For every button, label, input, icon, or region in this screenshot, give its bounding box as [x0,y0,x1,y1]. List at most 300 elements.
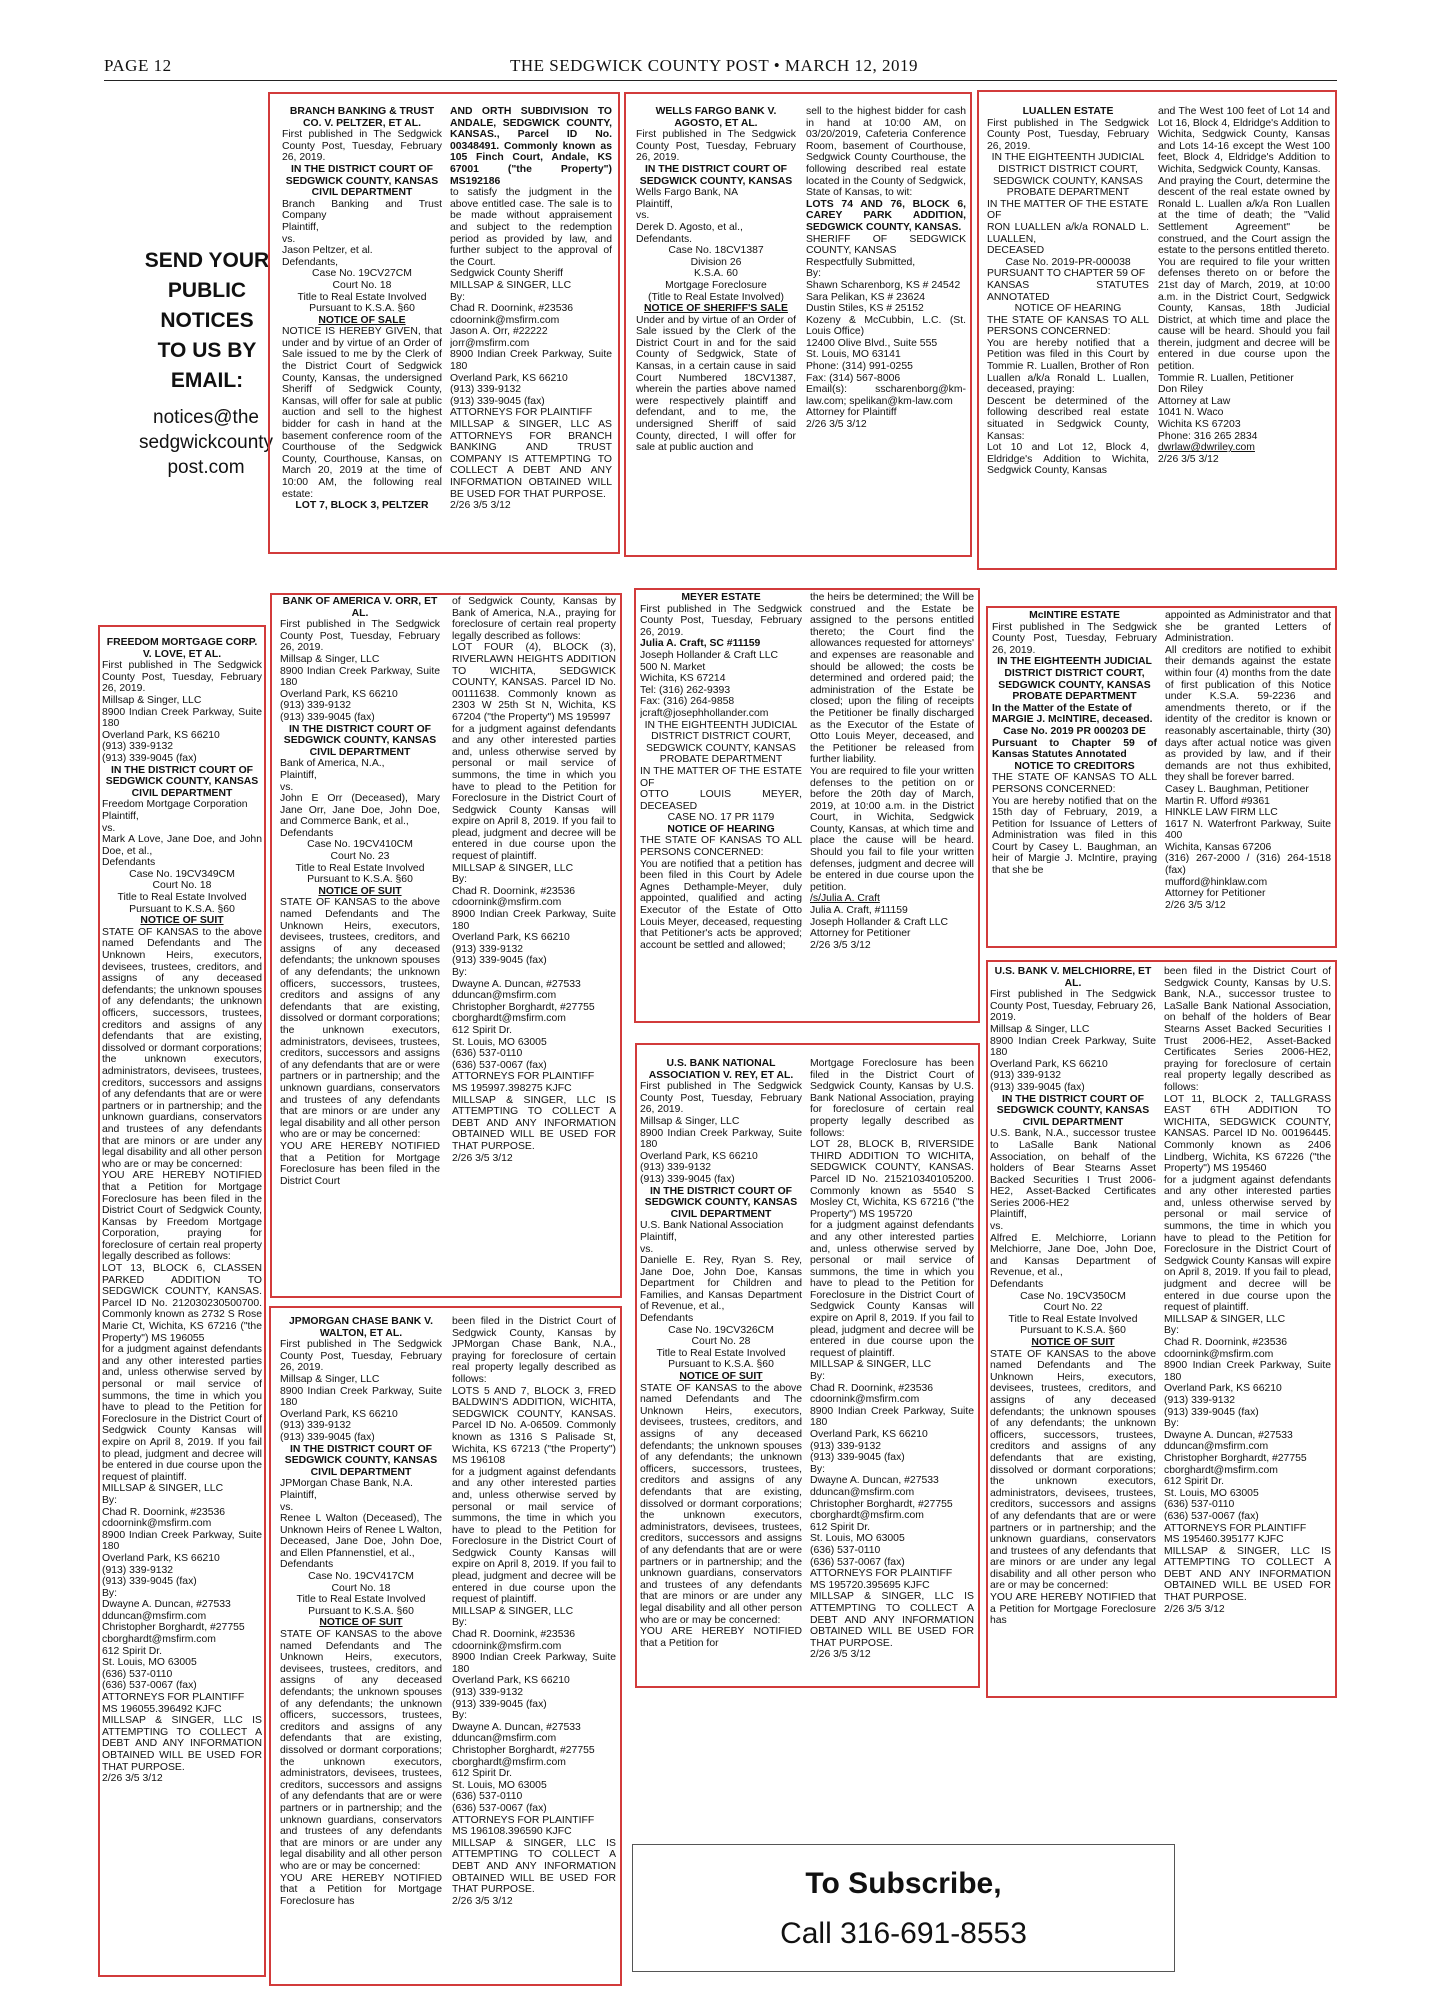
notice-text: Pursuant to Chapter 59 of Kansas Statutes Annotated [992,737,1157,761]
notice-text: DECEASED [987,245,1045,257]
branch-col-a [282,106,442,550]
notice-text: Overland Park, KS 66210 [1164,1383,1282,1395]
notice-text: YOU ARE HEREBY NOTIFIED that a Petition for Mortgage Foreclosure has been filed in the District Court [280,1140,440,1187]
notice-text: 500 N. Market [640,661,706,673]
notice-text: (913) 339-9045 (fax) [450,395,545,407]
notice-text: dduncan@msfirm.com [452,990,557,1002]
notice-text: cborghardt@msfirm.com [1164,1464,1278,1476]
notice-text: Defendants [990,1279,1044,1291]
notice-text: CIVIL DEPARTMENT [309,746,411,758]
notice-text: 8900 Indian Creek Parkway, Suite 180 [102,706,262,730]
notice-text: NOTICE OF SHERIFF'S SALE [644,303,788,315]
notice-text: LOT 28, BLOCK B, RIVERSIDE THIRD ADDITION TO WICHITA, SEDGWICK COUNTY, KANSAS. Parcel ID No. 215210340105200. Commonly known as 5540 S Mosley Ct, Wichita, KS 67216 ("the Property") MS 195720 [810,1139,974,1220]
notice-text: Case No. 2019 PR 000203 DE [1003,725,1146,737]
notice-text: Sedgwick County Sheriff [450,268,564,280]
notice-text: /s/Julia A. Craft [810,893,880,905]
notice-text: (913) 339-9045 (fax) [102,1576,197,1588]
luallen-col-b [1158,106,1330,564]
notice-text: Chad R. Doornink, #23536 [452,885,576,897]
notice-text: Pursuant to K.S.A. §60 [308,1605,414,1617]
notice-text: (913) 339-9045 (fax) [640,1173,735,1185]
wells-col-a [636,106,796,552]
notice-text: CIVIL DEPARTMENT [131,787,233,799]
boa-col-b [452,596,616,1292]
notice-text: of Sedgwick County, Kansas by Bank of America, N.A., praying for foreclosure of certain real property legally described as follows: [452,596,616,642]
notice-text: Pursuant to K.S.A. §60 [129,903,235,915]
notice-text: JPMORGAN CHASE BANK V. WALTON, ET AL. [289,1316,433,1339]
notice-text: LOT FOUR (4), BLOCK (3), RIVERLAWN HEIGHTS ADDITION TO WICHITA, SEDGWICK COUNTY, KANSAS. Parcel ID No. 00111638. Commonly known as 2303 W 25th St N, Wichita, KS 67204 ("the Property") MS 195997 [452,642,616,723]
notice-text: Descent be determined of the following described real estate situated in Sedgwick County, Kansas: [987,395,1149,442]
notice-text: Case No. 19CV350CM [1020,1290,1126,1302]
notice-text: Wells Fargo Bank, NA [636,187,739,199]
notice-text: 8900 Indian Creek Parkway, Suite 180 [810,1405,974,1429]
notice-text: Plaintiff, [280,769,317,781]
notice-text: THE STATE OF KANSAS TO ALL PERSONS CONCERNED: [640,835,802,859]
notice-text: Joseph Hollander & Craft LLC [810,916,949,928]
notice-text: You are hereby notified that on the 15th day of February, 2019, a Petition for Issuance of Letters of Administration was filed in this Court by Casey L. Baughman, an heir of Margie J. McIntire, praying that she be [992,795,1157,877]
notice-text: Tommie R. Luallen, Petitioner [1158,372,1294,384]
notice-text: MILLSAP & SINGER, LLC IS ATTEMPTING TO COLLECT A DEBT AND ANY INFORMATION OBTAINED WILL BE USED FOR THAT PURPOSE. [102,1715,262,1773]
notice-text: Overland Park, KS 66210 [640,1150,758,1162]
notice-text: THE STATE OF KANSAS TO ALL PERSONS CONCERNED: [987,314,1149,338]
notice-text: Respectfully Submitted, [806,256,916,268]
notice-text: cdoornink@msfirm.com [450,314,560,326]
notice-text: 8900 Indian Creek Parkway, Suite 180 [280,665,440,689]
notice-text: LOT 7, BLOCK 3, PELTZER [295,500,429,512]
notice-text: 1617 N. Waterfront Parkway, Suite 400 [1165,818,1331,842]
promo-line: TO US BY [157,339,257,362]
notice-text: Phone: (314) 991-0255 [806,361,913,373]
notice-text: vs. [282,233,296,245]
notice-text: By: [102,1494,118,1506]
jpm-col-a [280,1316,442,1980]
notice-text: BRANCH BANKING & TRUST CO. V. PELTZER, ET AL. [289,106,435,129]
notice-text: Plaintiff, [102,810,139,822]
notice-text: Title to Real Estate Involved [296,1594,426,1606]
promo-line: PUBLIC [167,279,247,302]
notice-text: NOTICE OF SUIT [319,1617,403,1629]
notice-text: for a judgment against defendants and any other interested parties and, unless otherwise served by personal or mail service of summons, the time in which you have to plead to the Petition for Foreclosure in the District Court of Sedgwick County Kansas will expire on April 8, 2019. If you fail to plead, judgment and decree will be entered in due course upon the request of plaintiff. [810,1220,974,1359]
notice-text: (913) 339-9132 [280,700,352,712]
notice-text: (913) 339-9045 (fax) [102,752,197,764]
notice-text: Under and by virtue of an Order of Sale issued by the Clerk of the District Court in and for the said County of Sedgwick, State of Kansas, in a certain cause in said Court Numbered 18CV1387, wherein the parties above named were respectively plaintiff and defendant, and to me, the undersigned Sheriff of said County, directed, I will offer for sale at public auction and [636,314,796,454]
notice-text: MILLSAP & SINGER, LLC IS ATTEMPTING TO COLLECT A DEBT AND ANY INFORMATION OBTAINED WILL BE USED FOR THAT PURPOSE. [452,1837,616,1896]
notice-text: vs. [990,1221,1004,1233]
notice-text: Attorney for Petitioner [1165,888,1266,900]
email-line: post.com [167,457,245,478]
notice-text: Don Riley [1158,384,1204,396]
notice-text: PROBATE DEPARTMENT [1006,187,1130,199]
notice-text: Case No. 18CV1387 [668,245,764,257]
subscribe-title: To Subscribe, [805,1867,1002,1900]
notice-text: NOTICE OF SUIT [679,1371,763,1383]
notice-text: U.S. Bank, N.A., successor trustee to LaSalle Bank National Association, on behalf of the holders of Bear Stearns Asset Backed Securities I Trust 2006-HE2, Asset-Backed Certificates Series 2006-HE2 [990,1128,1156,1209]
notice-text: You are required to file your written defenses thereto on or before the 21st day of March, 2019, at 10:00 a.m. in the District Court, Sedgwick County, Kansas, 18th Judicial District, at which time and place the cause will be heard. Should you fail therein, judgment and decree will be entered in due course upon the petition. [1158,256,1330,373]
notice-text: MARGIE J. McINTIRE, deceased. [992,714,1153,726]
notice-text: ATTORNEYS FOR PLAINTIFF [450,407,593,419]
notice-text: (913) 339-9132 [280,1420,352,1432]
notice-text: (636) 537-0110 [102,1668,173,1680]
notice-text: Court No. 18 [331,1582,391,1594]
notice-text: (913) 339-9045 (fax) [452,955,547,967]
notice-text: NOTICE OF SUIT [1031,1337,1115,1348]
notice-text: MILLSAP & SINGER, LLC [452,1605,574,1617]
notice-text: cdoornink@msfirm.com [810,1394,920,1406]
notice-text: Case No. 19CV27CM [312,268,412,280]
notice-text: Freedom Mortgage Corporation [102,799,248,811]
notice-text: MS 195720.395695 KJFC [810,1579,930,1591]
notice-text: Defendants, [282,256,339,268]
notice-text: Renee L Walton (Deceased), The Unknown Heirs of Renee L Walton, Deceased, Jane Doe, John Doe, and Ellen Pfannenstiel, et al., [280,1513,442,1559]
notice-text: IN THE DISTRICT COURT OF SEDGWICK COUNTY, KANSAS [283,723,437,747]
notice-text: (913) 339-9132 [1164,1394,1236,1406]
notice-text: STATE OF KANSAS to the above named Defendants and The Unknown Heirs, executors, devisees, trustees, creditors, and assigns of any deceased defendants; the unknown spouses of any defendants; the unknown officers, successors, trustees, creditors and assigns of any defendants that are existing, dissolved or dormant corporations; the unknown executors, administrators, devisees, trustees, creditors, successors and assigns of any defendants that are or were partners or in partnership; and the unknown guardians, conservators and trustees of any defendants that are minors or are under any legal disability and all other person who are or may be concerned: [640,1382,802,1626]
email-line: notices@the [153,407,259,428]
notice-text: Title to Real Estate Involved [297,291,427,303]
notice-text: By: [810,1371,826,1383]
notice-text: (913) 339-9132 [450,384,522,396]
wells-col-b [806,106,966,552]
notice-text: (913) 339-9132 [102,741,174,753]
notice-text: St. Louis, MO 63005 [452,1779,547,1791]
luallen-col-a [987,106,1149,564]
notice-text: YOU ARE HEREBY NOTIFIED that a Petition for Mortgage Foreclosure has been filed in the District Court of Sedgwick County, Kansas by Freedom Mortgage Corporation, praying for foreclosure of certain real property legally described as follows: [102,1170,262,1263]
notice-text: 2/26 3/5 3/12 [810,939,871,951]
notice-text: Plaintiff, [990,1209,1027,1221]
notice-text: By: [452,874,468,886]
notice-text: Millsap & Singer, LLC [102,694,202,706]
notice-text: (636) 537-0067 (fax) [810,1556,905,1568]
notice-text: Mortgage Foreclosure has been filed in the District Court of Sedgwick County, Kansas by U.S. Bank National Association, praying for foreclosure of certain real property legally described as follows: [810,1058,974,1139]
notice-text: jorr@msfirm.com [450,337,530,349]
promo-line: NOTICES [160,309,254,332]
notice-text: CASE NO. 17 PR 1179 [667,812,775,824]
promo-line: SEND YOUR [144,249,270,272]
notice-text: Overland Park, KS 66210 [990,1058,1108,1070]
notice-text: NOTICE OF HEARING [1014,303,1122,315]
boa-col-a [280,596,440,1292]
notice-text: PROBATE DEPARTMENT [659,754,783,766]
notice-text: Pursuant to K.S.A. §60 [307,874,413,886]
mcintire-col-b [1165,610,1331,942]
notice-text: You are hereby notified that a Petition was filed in this Court by Tommie R. Luallen, Brother of Ron Luallen a/k/a Ronald L. Luallen, deceased, praying: [987,337,1149,396]
notice-text: Bank of America, N.A., [280,758,385,770]
notice-text: Jason Peltzer, et al. [282,245,373,257]
notice-text: MS 195997.398275 KJFC [452,1082,572,1094]
notice-text: 1041 N. Waco [1158,407,1224,419]
notice-text: St. Louis, MO 63005 [810,1533,905,1545]
notice-text: Sara Pelikan, KS # 23624 [806,291,925,303]
notice-text: THE STATE OF KANSAS TO ALL PERSONS CONCERNED: [992,772,1157,795]
notice-text: K.S.A. 60 [694,268,738,280]
subscribe-phone[interactable]: Call 316-691-8553 [780,1917,1027,1950]
notice-text: MILLSAP & SINGER, LLC [810,1359,932,1371]
notice-text: dwrlaw@dwriley.com [1158,442,1255,454]
notice-text: IN THE MATTER OF THE ESTATE OF [640,765,802,789]
notice-text: Wichita, Kansas 67206 [1165,841,1272,853]
notice-text: Dwayne A. Duncan, #27533 [1164,1429,1293,1441]
notice-text: Kozeny & McCubbin, L.C. (St. Louis Office) [806,314,966,338]
notice-text: sell to the highest bidder for cash in hand at 10:00 AM, on 03/20/2019, Cafeteria Conference Room, basement of Courthouse, Sedgwick County Courthouse, the following described real estate located in the County of Sedgwick, State of Kansas, to wit: [806,106,966,199]
notice-text: (913) 339-9045 (fax) [280,711,375,723]
notice-text: (913) 339-9045 (fax) [990,1081,1085,1093]
notice-text: PURSUANT TO CHAPTER 59 OF [987,268,1146,280]
notice-text: Christopher Borghardt, #27755 [1164,1452,1307,1464]
notice-text: MILLSAP & SINGER, LLC [450,279,572,291]
notice-text: By: [452,967,468,978]
notice-text: (913) 339-9132 [640,1162,712,1174]
meyer-col-b [810,592,974,1018]
notice-text: St. Louis, MO 63005 [452,1036,547,1048]
notice-text: CIVIL DEPARTMENT [1022,1116,1124,1128]
notice-text: Danielle E. Rey, Ryan S. Rey, Jane Doe, John Doe, Kansas Department for Children and Families, and Kansas Department of Revenue, et al., [640,1255,802,1313]
notice-text: (636) 537-0110 [1164,1499,1235,1511]
notice-text: CIVIL DEPARTMENT [311,187,413,199]
jpm-col-b [452,1316,616,1980]
notice-text: NOTICE IS HEREBY GIVEN, that under and by virtue of an Order of Sale issued to me by the Clerk of the District Court of Sedgwick County, Kansas, the undersigned Sheriff of Sedgwick County, Kansas, will offer for sale at public auction and sell to the highest bidder for cash in hand at the basement conference room of the Courthouse of the Sedgwick County, Courthouse, Kansas, on March 20, 2019 at the time of 10:00 AM, the following real estate: [282,326,442,500]
notice-text: FREEDOM MORTGAGE CORP. V. LOVE, ET AL. [106,637,258,660]
notice-text: MILLSAP & SINGER, LLC IS ATTEMPTING TO COLLECT A DEBT AND ANY INFORMATION OBTAINED WILL BE USED FOR THAT PURPOSE. [810,1591,974,1649]
notice-text: Division 26 [690,256,742,268]
notice-text: YOU ARE HEREBY NOTIFIED that a Petition for Mortgage Foreclosure has [990,1592,1156,1627]
notice-text: Chad R. Doornink, #23536 [450,303,574,315]
notice-text: Overland Park, KS 66210 [452,1675,570,1687]
notice-text: MILLSAP & SINGER, LLC IS ATTEMPTING TO COLLECT A DEBT AND ANY INFORMATION OBTAINED WILL BE USED FOR THAT PURPOSE. [1164,1545,1331,1604]
notice-text: Julia A. Craft, #11159 [810,905,908,917]
notice-text: IN THE EIGHTEENTH JUDICIAL DISTRICT DISTRICT COURT, SEDGWICK COUNTY, KANSAS [997,656,1152,691]
notice-text: Overland Park, KS 66210 [280,688,398,700]
notice-text: (913) 339-9045 (fax) [452,1698,547,1710]
notice-text: 2/26 3/5 3/12 [810,1649,871,1661]
notice-text: First published in The Sedgwick County Post, Tuesday, February 26, 2019. [102,660,262,695]
notice-text: By: [102,1587,118,1599]
notice-text: CIVIL DEPARTMENT [670,1208,772,1220]
notice-text: 8900 Indian Creek Parkway, Suite 180 [450,349,612,373]
notice-text: Dwayne A. Duncan, #27533 [810,1475,939,1487]
notice-text: Joseph Hollander & Craft LLC [640,649,779,661]
notice-text: Jason A. Orr, #22222 [450,326,548,338]
notice-text: (913) 339-9132 [452,943,524,955]
notice-text: vs. [636,210,650,222]
notice-text: (913) 339-9045 (fax) [1164,1406,1259,1418]
notice-text: cborghardt@msfirm.com [102,1634,216,1646]
notice-text: for a judgment against defendants and any other interested parties and, unless otherwise served by personal or mail service of summons, the time in which you have to plead to the Petition for Foreclosure in the District Court of Sedgwick County Kansas will expire on April 8, 2019. If you fail to plead, judgment and decree will be entered in due course upon the request of plaintiff. [1164,1174,1331,1314]
notice-text: Chad R. Doornink, #23536 [1164,1337,1288,1348]
notice-text: MS 196055.396492 KJFC [102,1703,222,1715]
notice-text: dduncan@msfirm.com [452,1733,557,1745]
notice-text: First published in The Sedgwick County Post, Tuesday, February 26, 2019. [640,603,802,638]
notice-text: Derek D. Agosto, et al., [636,221,743,233]
notice-text: vs. [280,1501,294,1513]
notice-text: IN THE DISTRICT COURT OF SEDGWICK COUNTY, KANSAS [284,1443,438,1467]
notice-text: cborghardt@msfirm.com [810,1510,924,1522]
notice-text: NOTICE OF SUIT [140,915,224,927]
notice-text: IN THE DISTRICT COURT OF SEDGWICK COUNTY, KANSAS [639,163,793,187]
notice-text: NOTICE OF SUIT [318,885,402,897]
notice-text: Court No. 22 [1043,1302,1103,1314]
notice-text: Overland Park, KS 66210 [450,372,568,384]
notice-text: Casey L. Baughman, Petitioner [1165,783,1309,795]
notice-text: 8900 Indian Creek Parkway, Suite 180 [640,1127,802,1151]
notice-text: Mark A Love, Jane Doe, and John Doe, et al., [102,834,262,857]
notice-text: SHERIFF OF SEDGWICK COUNTY, KANSAS [806,233,966,257]
notice-text: 2/26 3/5 3/12 [806,419,867,431]
notice-text: Court No. 23 [330,851,390,863]
notice-text: 2/26 3/5 3/12 [102,1773,163,1785]
notice-text: STATE OF KANSAS to the above named Defendants and The Unknown Heirs, executors, devisees, trustees, creditors, and assigns of any deceased defendants; the unknown spouses of any defendants; the unknown officers, successors, trustees, creditors and assigns of any defendants that are existing, dissolved or dormant corporations; the unknown executors, administrators, devisees, trustees, creditors, successors and assigns of any defendants that are or were partners or in partnership; and the unknown guardians, conservators and trustees of any defendants that are minors or are under any legal disability and all other person who are or may be concerned: [280,1629,442,1872]
notice-text: the heirs be determined; the Will be construed and the Estate be assigned to the persons entitled thereto; the Court find the allowances requested for attorneys' and expenses are reasonable and should be allowed; the costs be determined and ordered paid; the administration of the Estate be closed; upon the filing of receipts the Petitioner be finally discharged as the Executor of the Estate of Otto Louis Meyer, deceased, and the Petitioner be released from further liability. [810,592,974,766]
usmel-col-b [1164,966,1331,1692]
notice-text: 612 Spirit Dr. [452,1024,513,1036]
notice-text: for a judgment against defendants and any other interested parties and, unless otherwise served by personal or mail service of summons, the time in which you have to plead to the Petition for Foreclosure in the District Court of Sedgwick County Kansas will expire on April 8, 2019. If you fail to plead, judgment and decree will be entered in due course upon the request of plaintiff. [102,1344,262,1483]
notice-text: Chad R. Doornink, #23536 [810,1382,934,1394]
notice-text: (316) 267-2000 / (316) 264-1518 (fax) [1165,853,1331,877]
notice-text: LUALLEN ESTATE [1022,106,1114,117]
notice-text: HINKLE LAW FIRM LLC [1165,807,1278,819]
notice-text: St. Louis, MO 63005 [1164,1487,1259,1499]
notice-text: Case No. 19CV417CM [308,1571,414,1583]
notice-text: First published in The Sedgwick County Post, Tuesday, February 26, 2019. [282,129,442,164]
notice-text: MILLSAP & SINGER, LLC [1164,1313,1286,1325]
header-rule [104,80,1337,81]
notice-text: to satisfy the judgment in the above entitled case. The sale is to be made without appraisement and subject to the redemption period as provided by law, and further subject to the approval of the Court. [450,187,612,268]
notice-text: been filed in the District Court of Sedgwick County, Kansas by U.S. Bank, N.A., successor trustee to LaSalle Bank National Association, on behalf of the holders of Bear Stearns Asset Backed Securities I Trust 2006-HE2, Asset-Backed Certificates Series 2006-HE2, praying for foreclosure of certain real property legally described as follows: [1164,966,1331,1093]
notice-text: Overland Park, KS 66210 [452,932,570,944]
notice-text: CIVIL DEPARTMENT [310,1466,412,1478]
notice-text: (636) 537-0067 (fax) [102,1680,197,1692]
notice-text: OTTO LOUIS MEYER, DECEASED [640,789,802,812]
notice-text: appointed as Administrator and that she be granted Letters of Administration. [1165,610,1331,645]
notice-text: MILLSAP & SINGER, LLC [452,862,574,874]
notice-text: Email(s): sscharenborg@km-law.com; spelikan@km-law.com [806,384,966,407]
notice-text: Defendants [640,1313,694,1325]
branch-col-b [450,106,612,550]
notice-text: AND ORTH SUBDIVISION TO ANDALE, SEDGWICK COUNTY, KANSAS., Parcel ID No. 00348491. Commonly known as 105 Finch Court, Andale, KS 67001 ("the Property") MS192186 [450,106,612,187]
notice-text: (636) 537-0067 (fax) [1164,1510,1259,1522]
notice-text: NOTICE OF HEARING [667,823,775,835]
notice-text: Court No. 18 [332,279,392,291]
notice-text: WELLS FARGO BANK V. AGOSTO, ET AL. [655,106,777,129]
notice-text: cdoornink@msfirm.com [452,1640,562,1652]
notice-text: LOTS 5 AND 7, BLOCK 3, FRED BALDWIN'S ADDITION, WICHITA, SEDGWICK COUNTY, KANSAS. Parcel ID No. A-06509. Commonly known as 1316 S Palisade St, Wichita, KS 67213 ("the Property") MS 196108 [452,1385,616,1467]
notice-text: Title to Real Estate Involved [656,1347,786,1359]
notice-text: MS 196108.396590 KJFC [452,1826,572,1838]
notice-text: Fax: (314) 567-8006 [806,372,901,384]
notice-text: MEYER ESTATE [681,592,761,603]
usmel-col-a [990,966,1156,1692]
notice-text: IN THE EIGHTEENTH JUDICIAL DISTRICT DISTRICT COURT, SEDGWICK COUNTY, KANSAS [991,152,1145,187]
notice-text: Branch Banking and Trust Company [282,198,442,222]
notice-text: MILLSAP & SINGER, LLC AS ATTORNEYS FOR BRANCH BANKING AND TRUST COMPANY IS ATTEMPTING TO COLLECT A DEBT AND ANY INFORMATION OBTAINED WILL BE USED FOR THAT PURPOSE. [450,419,612,500]
notice-text: 8900 Indian Creek Parkway, Suite 180 [452,909,616,932]
notice-text: vs. [640,1243,654,1255]
subscribe-ad [632,1844,1175,1972]
notice-text: Fax: (316) 264-9858 [640,696,735,708]
notice-text: Plaintiff, [640,1231,677,1243]
notice-text: ATTORNEYS FOR PLAINTIFF [102,1692,245,1704]
notice-text: By: [452,1710,468,1722]
notice-text: You are required to file your written defenses to the petition on or before the 20th day of March, 2019, at 10:00 a.m. in the District Court, in Wichita, Sedgwick County, Kansas, at which time and place the cause will be heard. Should you fail to file your written defenses, judgment and decree will be entered in due course upon the petition. [810,765,974,893]
notice-text: BANK OF AMERICA V. ORR, ET AL. [282,596,438,619]
notice-text: First published in The Sedgwick County Post, Tuesday, February 26, 2019. [987,117,1149,152]
notice-text: KANSAS STATUTES ANNOTATED [987,279,1149,303]
notice-text: 2/26 3/5 3/12 [452,1895,513,1907]
notice-text: Defendants. [636,233,693,245]
notice-text: cdoornink@msfirm.com [452,897,562,909]
notice-text: 8900 Indian Creek Parkway, Suite 180 [280,1385,442,1409]
notice-text: dduncan@msfirm.com [102,1610,207,1622]
notice-text: Case No. 19CV326CM [668,1324,774,1336]
notice-text: 8900 Indian Creek Parkway, Suite 180 [1164,1360,1331,1383]
notice-text: 2/26 3/5 3/12 [452,1152,513,1164]
notice-text: for a judgment against defendants and any other interested parties and, unless otherwise served by personal or mail service of summons, the time in which you have to plead to the Petition for Foreclosure in the District Court of Sedgwick County Kansas will expire on April 8, 2019. If you fail to plead, judgment and decree will be entered in due course upon the request of plaintiff. [452,723,616,863]
notice-text: NOTICE TO CREDITORS [1014,760,1135,772]
notice-text: U.S. BANK V. MELCHIORRE, ET AL. [994,966,1152,989]
notice-text: Millsap & Singer, LLC [640,1115,740,1127]
notice-text: Defendants [280,827,334,839]
notice-text: ATTORNEYS FOR PLAINTIFF [810,1568,953,1580]
notice-text: 612 Spirit Dr. [1164,1476,1225,1488]
email-line: sedgwickcounty [138,432,274,453]
notice-text: Dustin Stiles, KS # 25152 [806,303,924,315]
notice-text: (636) 537-0110 [452,1791,523,1803]
notice-text: Christopher Borghardt, #27755 [452,1744,595,1756]
notice-text: Case No. 19CV410CM [307,839,413,851]
notice-text: IN THE MATTER OF THE ESTATE [987,198,1149,210]
notice-text: By: [806,268,822,280]
notice-text: 612 Spirit Dr. [810,1521,871,1533]
notice-text: IN THE EIGHTEENTH JUDICIAL DISTRICT DISTRICT COURT, SEDGWICK COUNTY, KANSAS [644,719,798,754]
notice-text: Dwayne A. Duncan, #27533 [452,1721,581,1733]
notice-text: Dwayne A. Duncan, #27533 [452,978,581,990]
notice-text: By: [1164,1325,1180,1337]
notice-text: 2/26 3/5 3/12 [1165,899,1226,911]
notice-text: STATE OF KANSAS to the above named Defendants and The Unknown Heirs, executors, devisees, trustees, creditors, and assigns of any deceased defendants; the unknown spouses of any defendants; the unknown officers, successors, trustees, creditors and assigns of any defendants that are existing, dissolved or dormant corporations; the unknown executors, administrators, devisees, trustees, creditors, successors and assigns of any defendants that are or were partners or in partnership; and the unknown guardians, conservators and trustees of any defendants that are minors or are under any legal disability and all other person who are or may be concerned: [990,1348,1156,1592]
notice-text: Christopher Borghardt, #27755 [452,1001,595,1013]
notice-text: St. Louis, MO 63005 [102,1657,197,1669]
notice-text: Martin R. Ufford #9361 [1165,795,1270,807]
page-number: PAGE 12 [104,56,172,75]
notice-text: (Title to Real Estate Involved) [648,291,784,303]
notice-text: Millsap & Singer, LLC [280,653,380,665]
notice-text: JPMorgan Chase Bank, N.A. [280,1478,413,1490]
notice-text: ATTORNEYS FOR PLAINTIFF [452,1814,595,1826]
notice-text: ATTORNEYS FOR PLAINTIFF [452,1071,595,1083]
notice-text: OF [987,210,1002,222]
notice-text: Chad R. Doornink, #23536 [452,1629,576,1641]
notice-text: Overland Park, KS 66210 [280,1408,398,1420]
notice-text: vs. [280,781,294,793]
notice-text: (913) 339-9132 [990,1070,1062,1082]
notice-text: Defendants [280,1559,334,1571]
mcintire-col-a [992,610,1157,942]
notice-text: (913) 339-9132 [452,1687,524,1698]
notice-text: Attorney for Plaintiff [806,407,897,419]
notice-text: LOT 11, BLOCK 2, TALLGRASS EAST 6TH ADDITION TO WICHITA, SEDGWICK COUNTY, KANSAS. Parcel ID No. 00196445. Commonly known as 2406 Lindberg, Wichita, KS 67226 ("the Property") MS 195460 [1164,1093,1331,1175]
notice-text: (913) 339-9045 (fax) [810,1452,905,1464]
notice-text: jcraft@josephhollander.com [640,707,769,719]
notice-text: cborghardt@msfirm.com [452,1756,566,1768]
freedom-col [102,637,262,1971]
notice-text: for a judgment against defendants and any other interested parties and, unless otherwise served by personal or mail service of summons, the time in which you have to plead to the Petition for Foreclosure in the District Court of Sedgwick County Kansas will expire on April 8, 2019. If you fail to plead, judgment and decree will be entered in due course upon the request of plaintiff. [452,1466,616,1606]
notice-text: and The West 100 feet of Lot 14 and Lot 16, Block 4, Eldridge's Addition to Wichita, Sedgwick County, Kansas and Lots 14-16 except the West 100 feet, Block 4, Eldridge's Addition to Wichita, Sedgwick County, Kansas. [1158,106,1330,175]
notice-text: First published in The Sedgwick County Post, Tuesday, February 26, 2019. [990,989,1156,1024]
notice-text: First published in The Sedgwick County Post, Tuesday, February 26, 2019. [640,1081,802,1116]
notice-text: Case No. 2019-PR-000038 [1005,256,1131,268]
notice-text: vs. [102,822,116,834]
notice-text: Court No. 28 [691,1336,751,1348]
notice-text: IN THE DISTRICT COURT OF SEDGWICK COUNTY, KANSAS [105,764,259,788]
